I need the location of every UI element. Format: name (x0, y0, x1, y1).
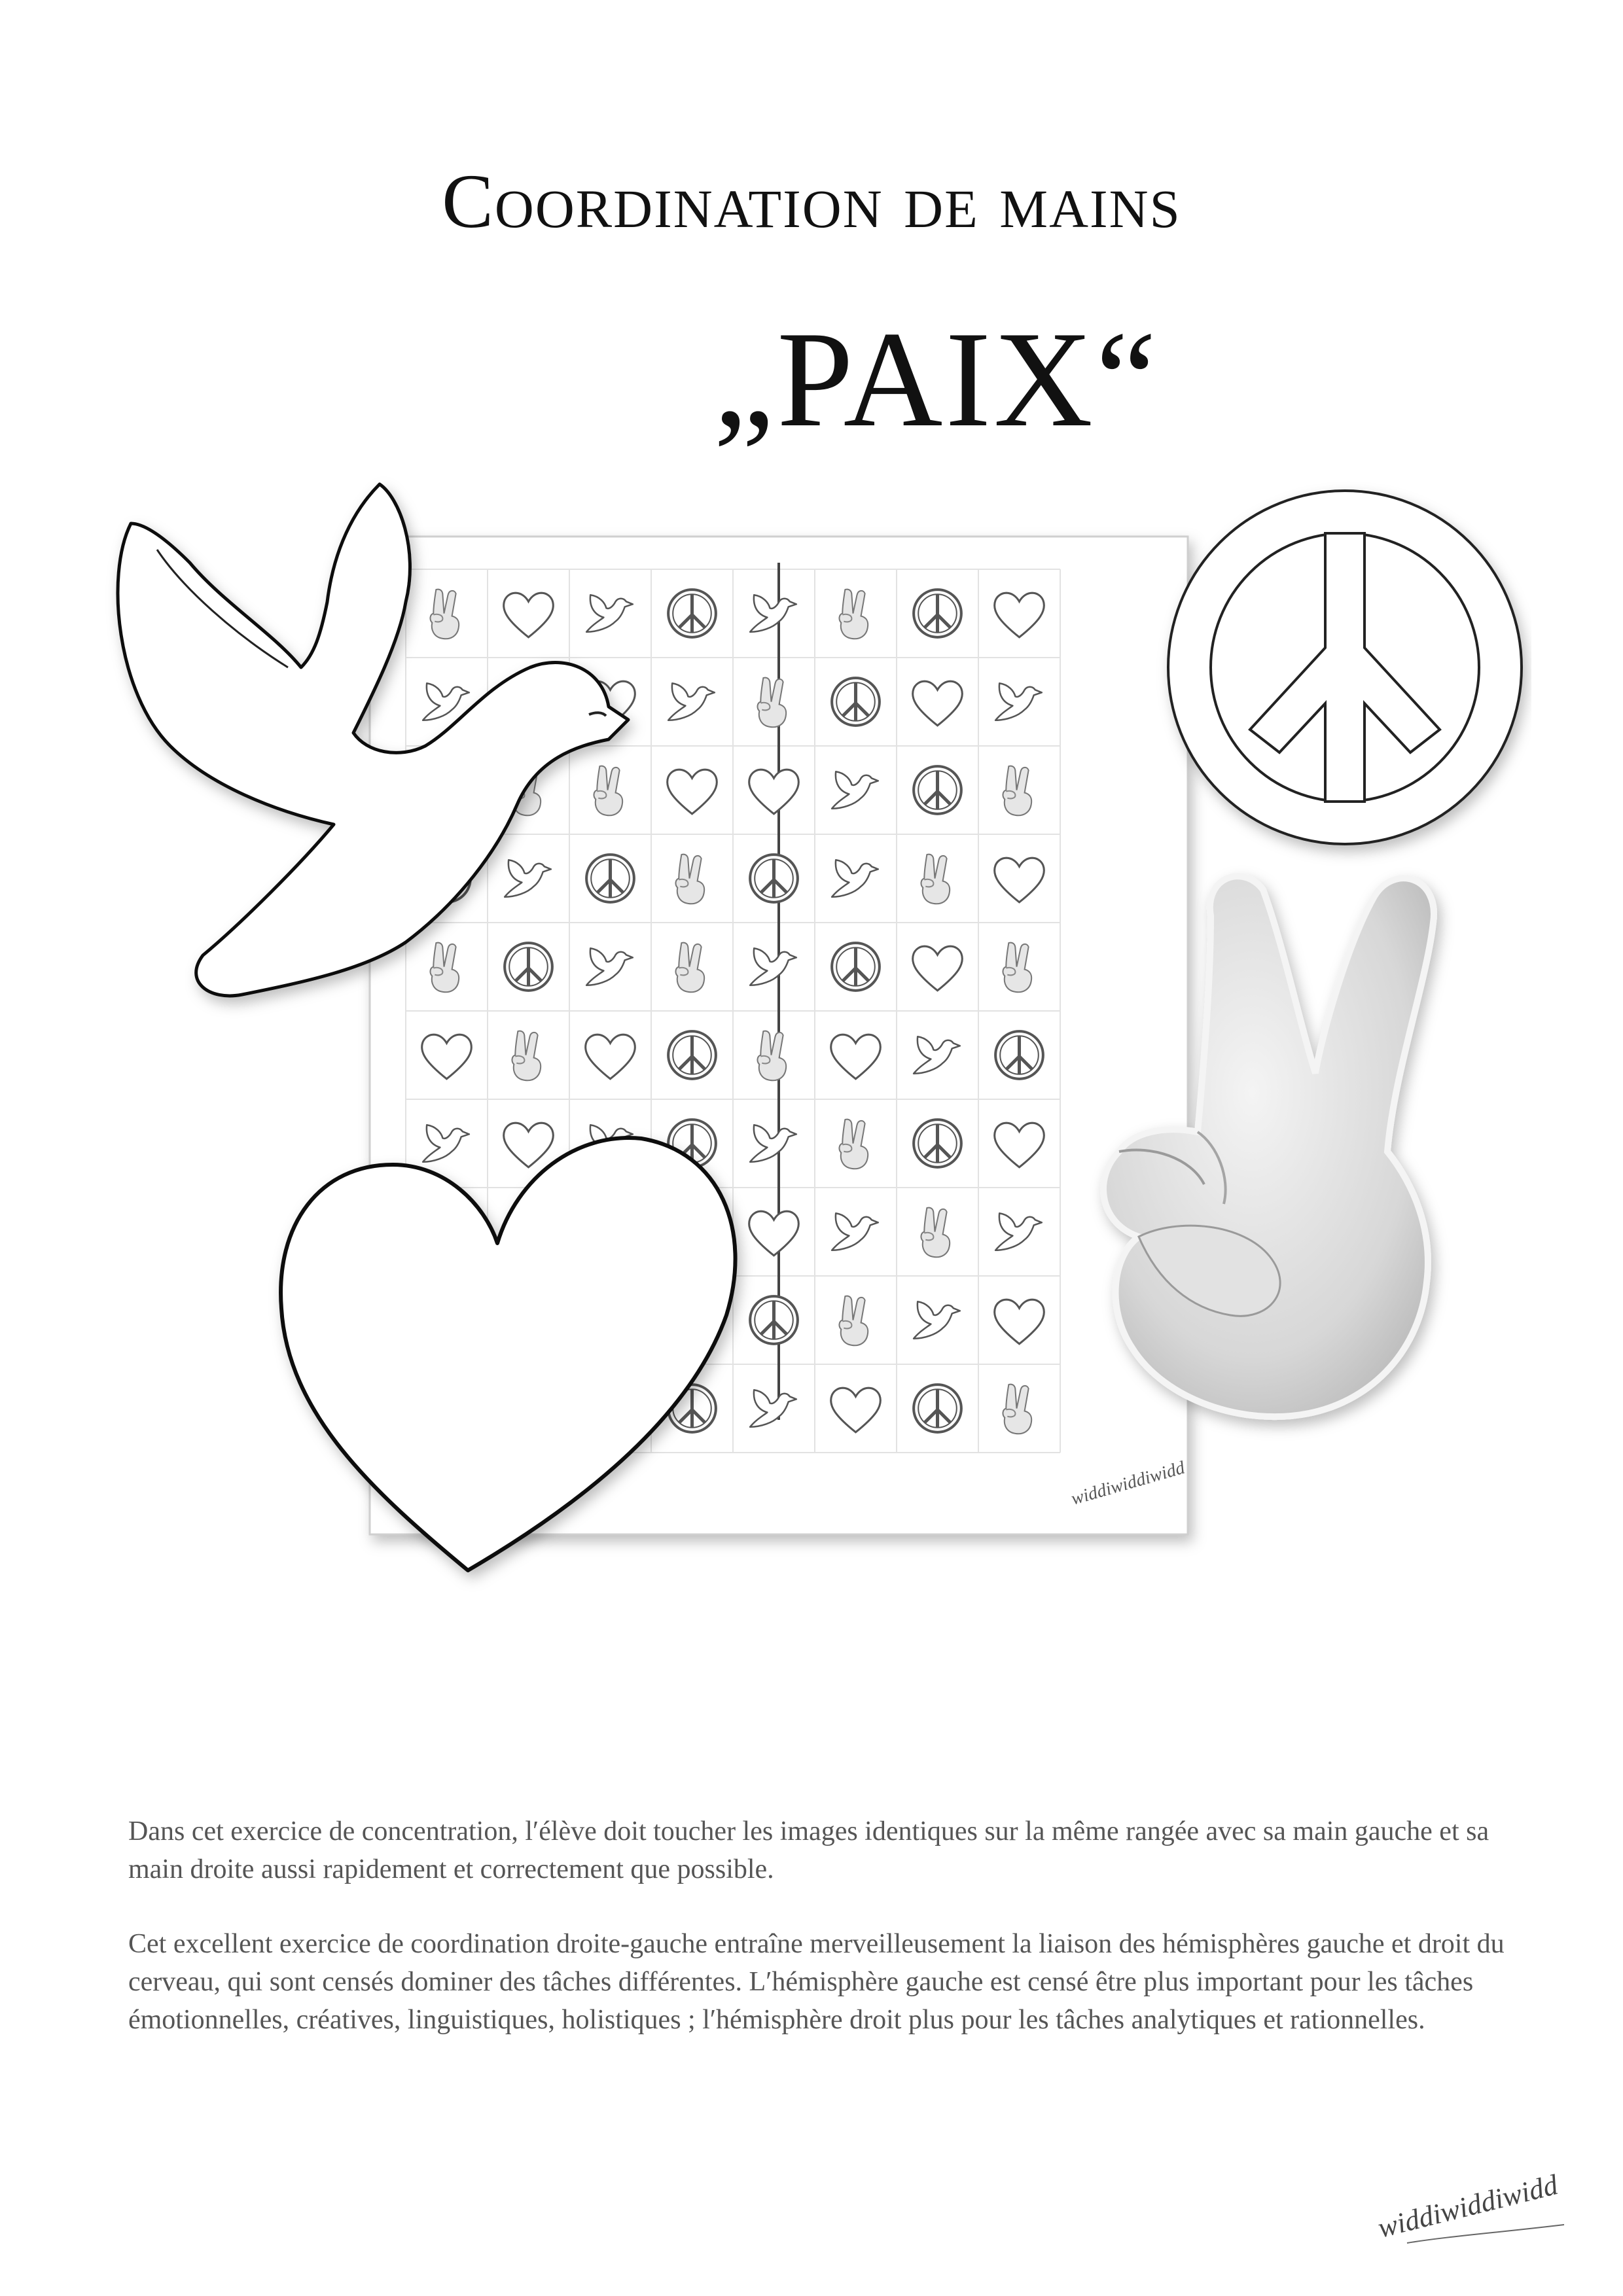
signature-text: widdiwiddiwidd (1374, 2168, 1561, 2244)
illustration (92, 471, 1531, 1747)
peace-sign-icon (750, 1296, 798, 1344)
peace-sign-icon (505, 943, 552, 991)
signature-logo (1368, 2159, 1584, 2257)
peace-sign-icon (914, 590, 961, 637)
peace-sign-icon (914, 1120, 961, 1167)
page-subtitle: „PAIX“ (713, 304, 1160, 455)
peace-sign-icon (832, 678, 880, 726)
description-paragraph-2: Cet excellent exercice de coordination droite-gauche entraîne merveilleusement la liaison des hémisphères gauche et droit du cerveau, qui sont censés dominer des tâches différentes. L′hémisphère gauche est censé être plus important pour les tâches émotionnelles, créatives, linguistiques, holistiques ; l′hémisphère droit plus pour les tâches analytiques et rationnelles. (128, 1929, 1505, 2035)
peace-sign-sticker (1168, 491, 1522, 844)
peace-sign-icon (750, 855, 798, 902)
peace-sign-icon (668, 590, 716, 637)
peace-sign-icon (586, 855, 634, 902)
page-title: Coordination de mains (442, 158, 1181, 244)
peace-sign-icon (995, 1031, 1043, 1079)
peace-sign-icon (668, 1031, 716, 1079)
description (128, 1812, 1522, 2075)
peace-sign-icon (914, 1385, 961, 1432)
peace-sign-icon (832, 943, 880, 991)
description-paragraph-1: Dans cet exercice de concentration, l′élève doit toucher les images identiques sur la même rangée avec sa main gauche et sa main droite aussi rapidement et correctement que possible. (128, 1816, 1489, 1884)
peace-sign-icon (914, 766, 961, 814)
worksheet-brand-mark: widdiwiddiwidd (1069, 1457, 1187, 1510)
